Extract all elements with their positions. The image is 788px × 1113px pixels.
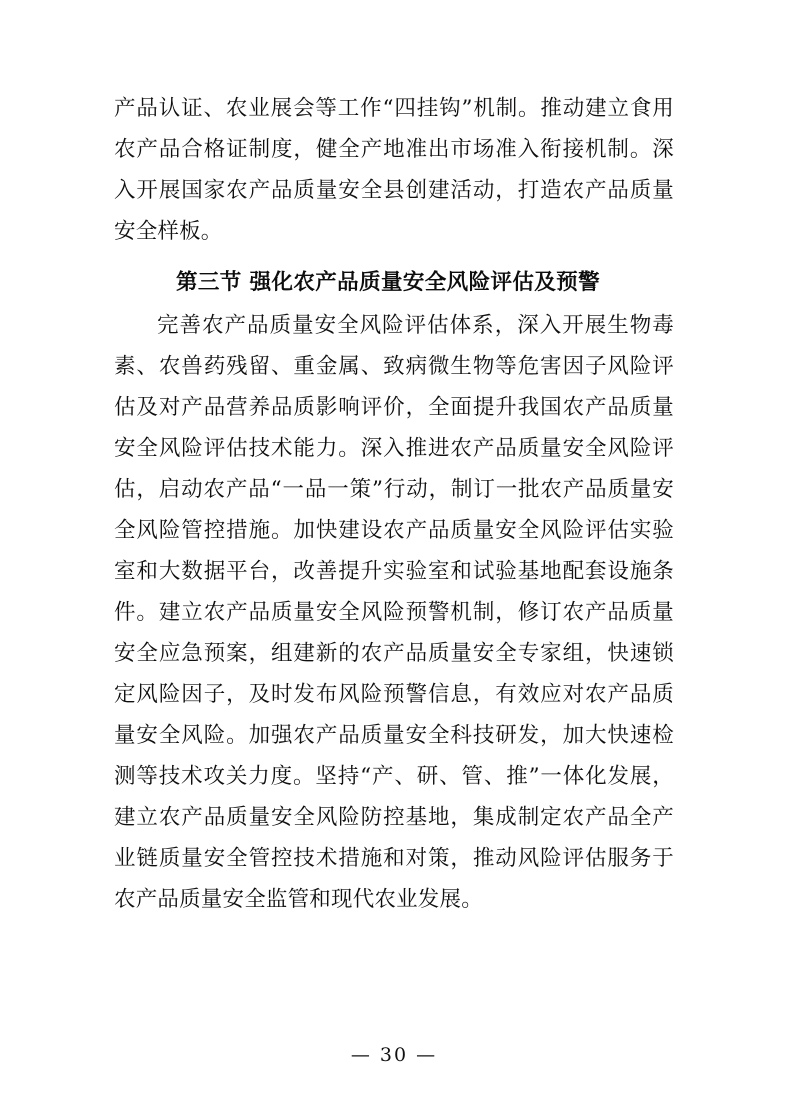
page-content	[114, 88, 674, 920]
spacer	[114, 252, 674, 258]
page-number: — 30 —	[350, 1044, 438, 1066]
section-heading: 第三节 强化农产品质量安全风险评估及预警	[176, 270, 600, 295]
paragraph-continued: 产品认证、农业展会等工作“四挂钩”机制。推动建立食用农产品合格证制度，健全产地准出市场准入衔接机制。深入开展国家农产品质量安全县创建活动，打造农产品质量安全样板。	[114, 96, 674, 244]
paragraph-body: 完善农产品质量安全风险评估体系，深入开展生物毒素、农兽药残留、重金属、致病微生物等危害因子风险评估及对产品营养品质影响评价，全面提升我国农产品质量安全风险评估技术能力。深入推进农产品质量安全风险评估，启动农产品“一品一策”行动，制订一批农产品质量安全风险管控措施。加快建设农产品质量安全风险评估实验室和大数据平台，改善提升实验室和试验基地配套设施条件。建立农产品质量安全风险预警机制，修订农产品质量安全应急预案，组建新的农产品质量安全专家组，快速锁定风险因子，及时发布风险预警信息，有效应对农产品质量安全风险。加强农产品质量安全科技研发，加大快速检测等技术攻关力度。坚持“产、研、管、推”一体化发展，建立农产品质量安全风险防控基地，集成制定农产品全产业链质量安全管控技术措施和对策，推动风险评估服务于农产品质量安全监管和现代农业发展。	[114, 313, 674, 912]
